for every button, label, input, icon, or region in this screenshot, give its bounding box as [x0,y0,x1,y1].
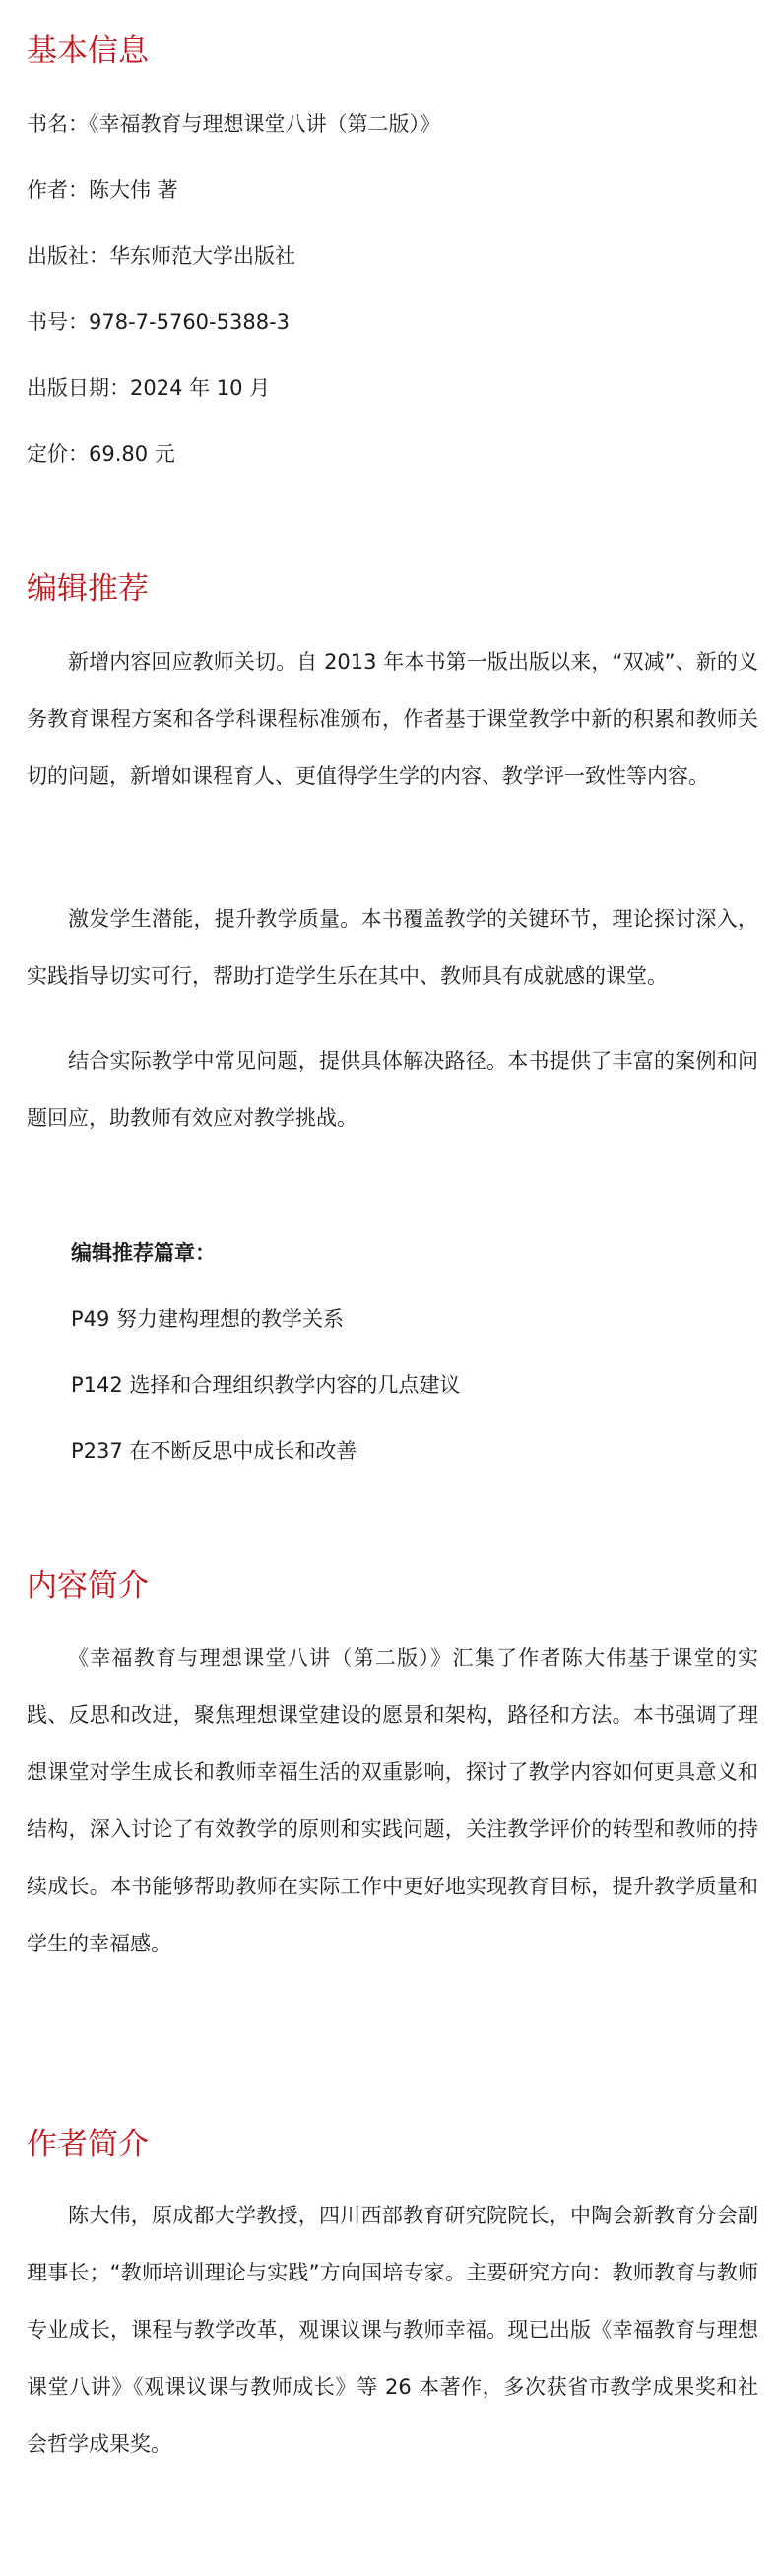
book-name: 书名：《幸福教育与理想课堂八讲（第二版）》 [27,112,440,136]
book-price: 定价：69.80 元 [27,442,175,466]
section-title-editor-recommend: 编辑推荐 [27,571,149,607]
book-pub-date: 出版日期：2024 年 10 月 [27,376,271,400]
content-intro-paragraph: 《幸福教育与理想课堂八讲（第二版）》汇集了作者陈大伟基于课堂的实践、反思和改进，聚焦理想课堂建设的愿景和架构，路径和方法。本书强调了理想课堂对学生成长和教师幸福生活的双重影响，探讨了教学内容如何更具意义和结构，深入讨论了有效教学的原则和实践问题，关注教学评价的转型和教师的持续成长。本书能够帮助教师在实际工作中更好地实现教育目标，提升教学质量和学生的幸福感。 [27,1646,758,1955]
book-author: 作者：陈大伟 著 [27,178,178,202]
recommend-paragraph-2: 激发学生潜能，提升教学质量。本书覆盖教学的关键环节，理论探讨深入，实践指导切实可行，帮助打造学生乐在其中、教师具有成就感的课堂。 [27,907,758,988]
recommended-chapter-item: P49 努力建构理想的教学关系 [71,1307,345,1331]
section-title-basic-info: 基本信息 [27,33,149,69]
recommended-chapters-label: 编辑推荐篇章： [71,1241,216,1265]
book-isbn: 书号：978-7-5760-5388-3 [27,310,291,334]
author-intro-paragraph: 陈大伟，原成都大学教授，四川西部教育研究院院长，中陶会新教育分会副理事长；“教师培训理论与实践”方向国培专家。主要研究方向：教师教育与教师专业成长，课程与教学改革，观课议课与教师幸福。现已出版《幸福教育与理想课堂八讲》《观课议课与教师成长》等 26 本著作，多次获省市教学成果奖和社会哲学成果奖。 [27,2204,758,2456]
section-title-content-intro: 内容简介 [27,1568,149,1604]
recommend-paragraph-3: 结合实际教学中常见问题，提供具体解决路径。本书提供了丰富的案例和问题回应，助教师有效应对教学挑战。 [27,1049,758,1130]
section-title-author-intro: 作者简介 [27,2127,149,2162]
recommend-paragraph-1: 新增内容回应教师关切。自 2013 年本书第一版出版以来，“双减”、新的义务教育课程方案和各学科课程标准颁布，作者基于课堂教学中新的积累和教师关切的问题，新增如课程育人、更值得学生学的内容、教学评一致性等内容。 [27,650,758,788]
recommended-chapter-item: P237 在不断反思中成长和改善 [71,1439,357,1463]
recommended-chapter-item: P142 选择和合理组织教学内容的几点建议 [71,1373,461,1397]
book-publisher: 出版社：华东师范大学出版社 [27,244,295,268]
